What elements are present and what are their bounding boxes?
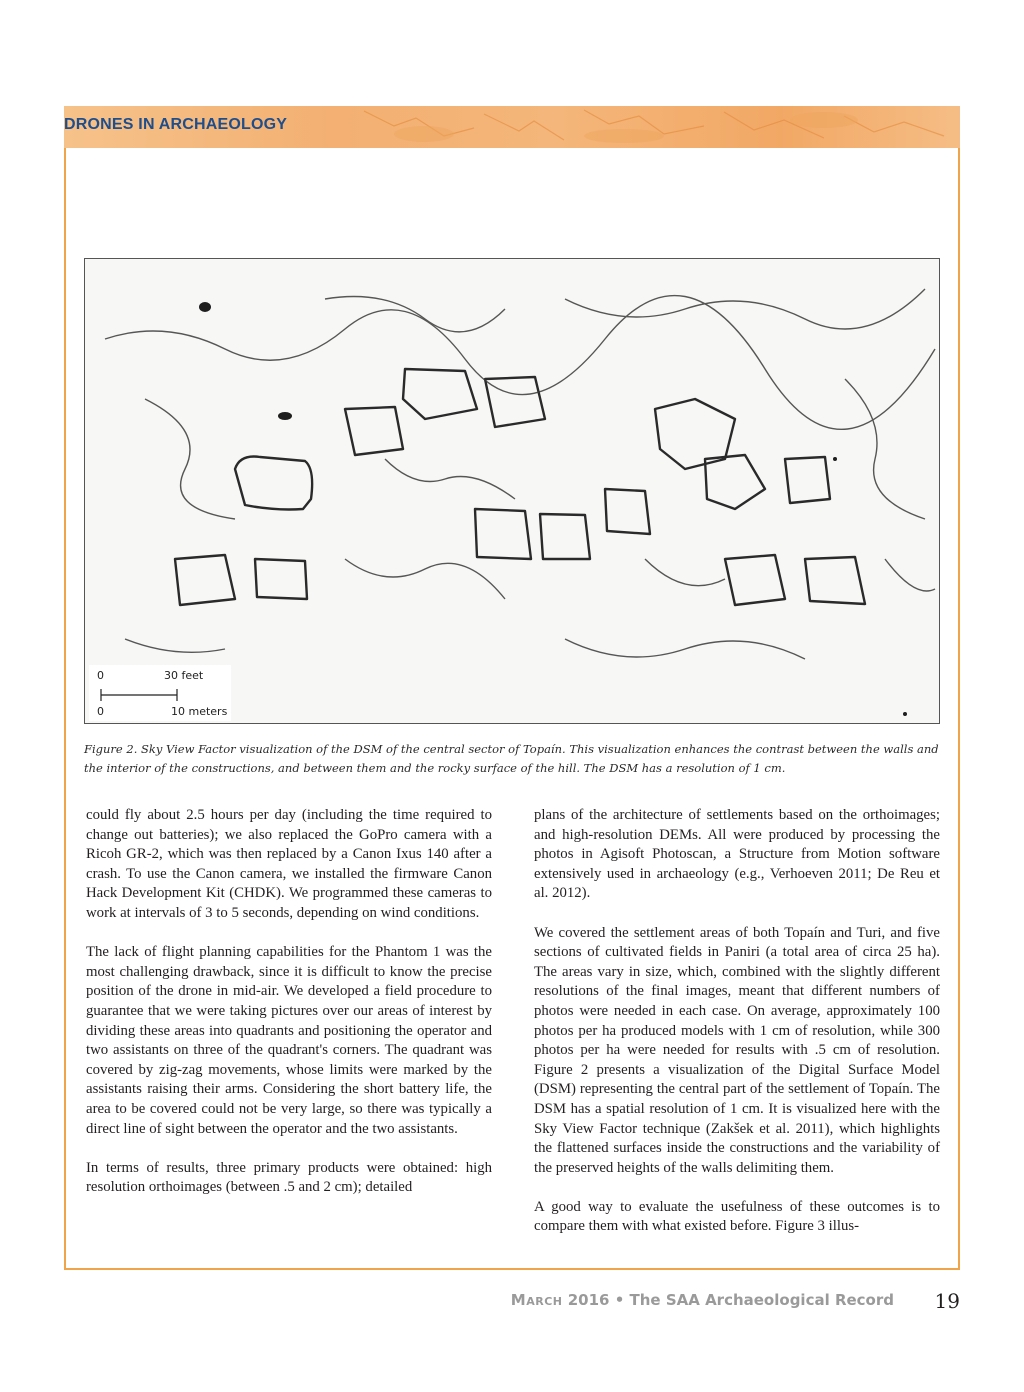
page-footer — [510, 1289, 960, 1317]
paragraph: plans of the architecture of settlements based on the orthoimages; and high-resolution DEMs. All were produced by processing the photos in Agisoft Photoscan, a Structure from Motion software extensively used in archaeology (e.g., Verhoeven 2011; De Reu et al. 2012). — [534, 807, 940, 902]
page-number: 19 — [934, 1289, 960, 1313]
paragraph: A good way to evaluate the usefulness of these outcomes is to compare them with what existed before. Figure 3 illus- — [534, 1198, 940, 1235]
dsm-visualization — [85, 259, 940, 724]
paragraph: In terms of results, three primary products were obtained: high resolution orthoimages (between .5 and 2 cm); detailed — [86, 1159, 492, 1196]
paragraph: could fly about 2.5 hours per day (including the time required to change out batteries); we also replaced the GoPro camera with a Ricoh GR-2, which was then replaced by a Canon Ixus 140 after a crash. To use the Canon camera, we installed the firmware Canon Hack Development Kit (CHDK). We programmed these cameras to work at intervals of 3 to 5 seconds, depending on wind conditions. — [86, 807, 492, 921]
body-column-left — [86, 806, 492, 1217]
paragraph: We covered the settlement areas of both Topaín and Turi, and five sections of cultivated fields in Paniri (a total area of circa 25 ha). The areas vary in size, which, combined with the slightly different resolutions of the final images, meant that different numbers of photos were needed in each case. On average, approximately 100 photos per ha produced models with 1 cm of resolution, while 300 photos per ha were needed for results with .5 cm of resolution. Figure 2 presents a visualization of the Digital Surface Model (DSM) representing the central part of the settlement of Topaín. The DSM has a spatial resolution of 1 cm. It is visualized here with the Sky View Factor technique (Zakšek et al. 2011), which highlights the flattened surfaces inside the constructions and the variability of the preserved heights of the walls delimiting them. — [534, 924, 940, 1176]
footer-month: March — [510, 1291, 563, 1309]
body-column-right — [534, 806, 940, 1257]
footer-issue: 2016 • The SAA Archaeological Record — [567, 1291, 894, 1309]
scale-meters-label: 10 meters — [171, 705, 228, 718]
section-banner — [64, 106, 960, 148]
scale-bar — [89, 665, 231, 721]
scale-bottom-zero: 0 — [97, 705, 104, 718]
figure-caption: Figure 2. Sky View Factor visualization of the DSM of the central sector of Topaín. This visualization enhances the contrast between the walls and the interior of the constructions, and between them and the rocky surface of the hill. The DSM has a resolution of 1 cm. — [84, 742, 939, 775]
paragraph: The lack of flight planning capabilities for the Phantom 1 was the most challenging drawback, since it is difficult to know the precise position of the drone in mid-air. We developed a field procedure to guarantee that we were taking pictures over our areas of interest by dividing these areas into quadrants and positioning the operator and two assistants on three of the quadrant's corners. The quadrant was covered by zig-zag movements, whose limits were marked by the assistants raising their arms. Considering the short battery life, the area to be covered could not be very large, so there was typically a direct line of sight between the operator and the two assistants. — [86, 944, 492, 1137]
section-title: DRONES IN ARCHAEOLOGY — [64, 116, 288, 133]
figure-2-image — [84, 258, 940, 724]
scale-feet-label: 30 feet — [164, 669, 204, 682]
footer-publication — [511, 1291, 894, 1309]
scale-top-zero: 0 — [97, 669, 104, 682]
